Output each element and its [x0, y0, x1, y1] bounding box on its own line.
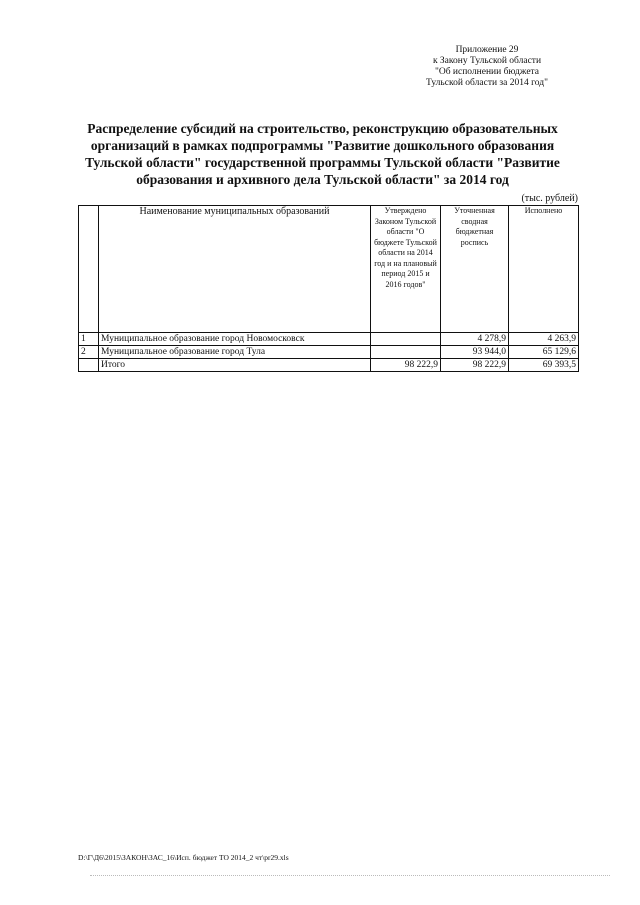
row-approved — [371, 346, 441, 359]
header-refined: Уточненная сводная бюджетная роспись — [441, 206, 509, 333]
row-index: 1 — [79, 333, 99, 346]
total-label: Итого — [99, 359, 371, 372]
row-refined: 4 278,9 — [441, 333, 509, 346]
header-executed: Исполнено — [509, 206, 579, 333]
document-title: Распределение субсидий на строительство, реконструкцию образовательных организаций в рамках подпрограммы "Развитие дошкольного образования Тульской области" государственной программы Тульской области "Развитие образования и архивного дела Тульской области" за 2014 год — [85, 121, 560, 187]
row-approved — [371, 333, 441, 346]
header-index — [79, 206, 99, 333]
appendix-line: Тульской области за 2014 год" — [426, 78, 548, 88]
appendix-note — [426, 45, 548, 89]
row-executed: 4 263,9 — [509, 333, 579, 346]
footer-divider — [90, 875, 610, 876]
file-path-footer: D:\Г\Д6\2015\ЗАКОН\ЗАС_16\Исп. бюджет ТО 2014_2 чт\pr29.xls — [78, 853, 289, 862]
total-index — [79, 359, 99, 372]
table-total-row — [79, 359, 579, 372]
row-index: 2 — [79, 346, 99, 359]
appendix-line: Приложение 29 — [455, 45, 519, 55]
total-approved: 98 222,9 — [371, 359, 441, 372]
table-row — [79, 346, 579, 359]
header-name: Наименование муниципальных образований — [99, 206, 371, 333]
table-row — [79, 333, 579, 346]
appendix-line: к Закону Тульской области — [432, 56, 542, 66]
appendix-line: "Об исполнении бюджета — [434, 67, 540, 77]
subsidy-table — [78, 205, 579, 372]
row-refined: 93 944,0 — [441, 346, 509, 359]
total-refined: 98 222,9 — [441, 359, 509, 372]
row-name: Муниципальное образование город Тула — [99, 346, 371, 359]
row-executed: 65 129,6 — [509, 346, 579, 359]
row-name: Муниципальное образование город Новомосковск — [99, 333, 371, 346]
units-label: (тыс. рублей) — [521, 193, 578, 204]
total-executed: 69 393,5 — [509, 359, 579, 372]
header-approved: Утверждено Законом Тульской области "О бюджете Тульской области на 2014 год и на плановый период 2015 и 2016 годов" — [371, 206, 441, 333]
table-header-row — [79, 206, 579, 333]
